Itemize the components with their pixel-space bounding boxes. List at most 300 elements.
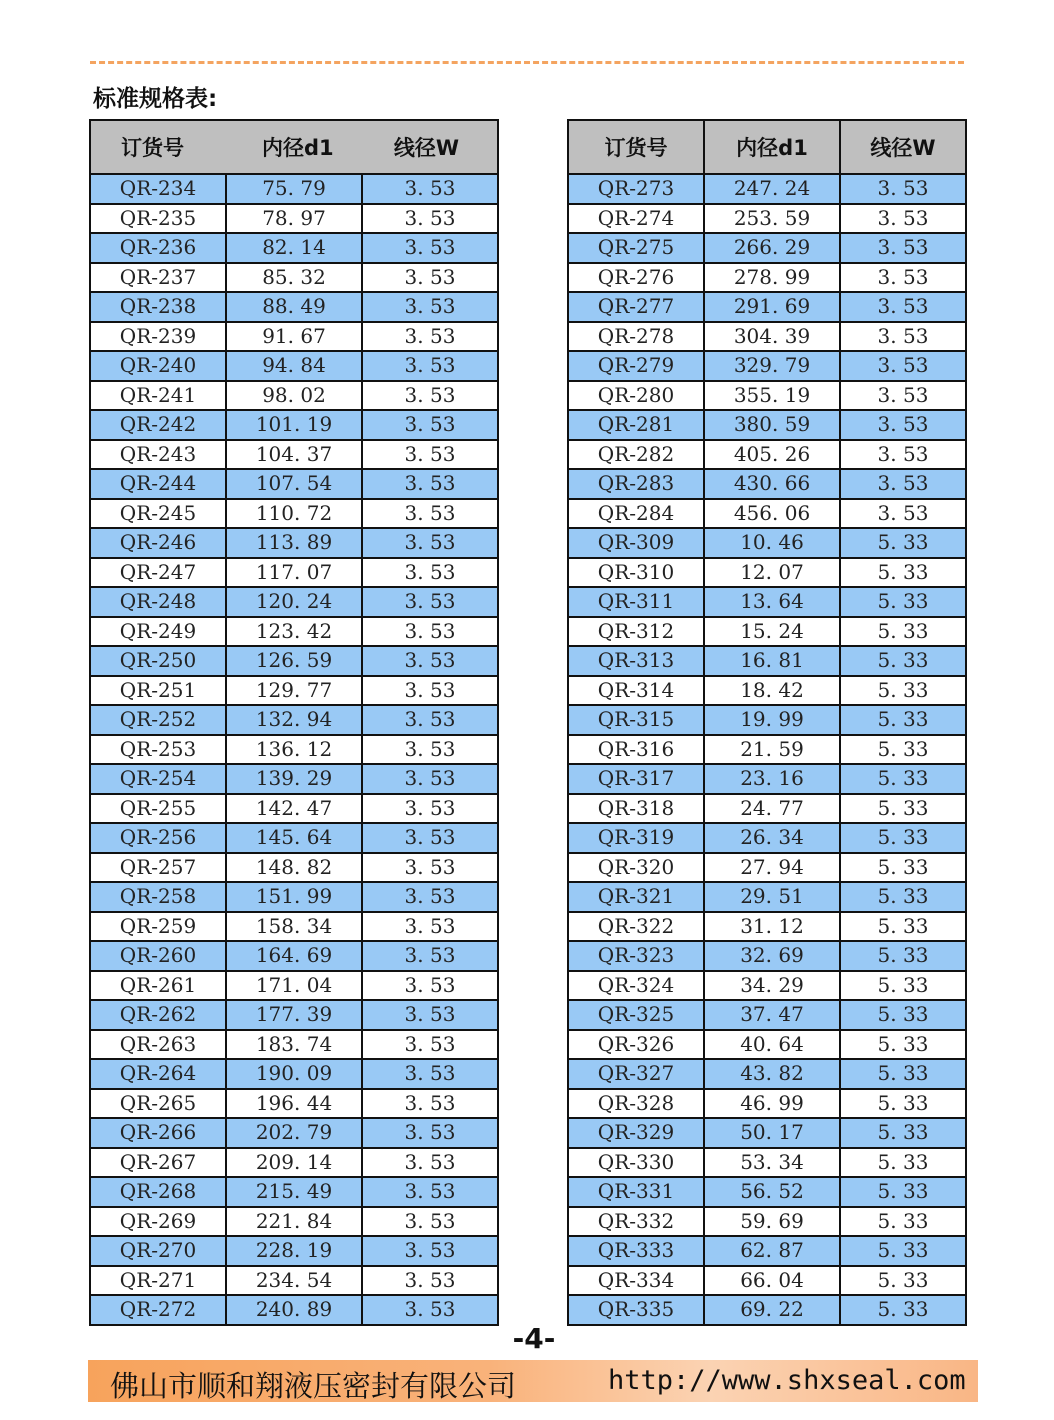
wire-diameter-cell: 3. 53 bbox=[362, 735, 498, 765]
inner-diameter-cell: 113. 89 bbox=[226, 528, 362, 558]
table-row bbox=[568, 322, 966, 352]
wire-diameter-cell: 5. 33 bbox=[840, 794, 966, 824]
wire-diameter-cell: 3. 53 bbox=[362, 558, 498, 588]
order-no-cell: QR-268 bbox=[90, 1177, 226, 1207]
inner-diameter-cell: 291. 69 bbox=[704, 292, 840, 322]
table-row bbox=[90, 558, 498, 588]
order-no-cell: QR-274 bbox=[568, 204, 704, 234]
wire-diameter-cell: 5. 33 bbox=[840, 735, 966, 765]
wire-diameter-cell: 3. 53 bbox=[362, 469, 498, 499]
table-row bbox=[90, 941, 498, 971]
inner-diameter-cell: 183. 74 bbox=[226, 1030, 362, 1060]
inner-diameter-cell: 139. 29 bbox=[226, 764, 362, 794]
table-row bbox=[90, 381, 498, 411]
top-dashed-divider bbox=[90, 61, 964, 64]
table-row bbox=[90, 440, 498, 470]
table-row bbox=[90, 528, 498, 558]
spec-table-right bbox=[567, 119, 967, 1326]
footer-website-link[interactable]: http://www.shxseal.com bbox=[608, 1365, 966, 1396]
wire-diameter-cell: 3. 53 bbox=[362, 1266, 498, 1296]
wire-diameter-cell: 3. 53 bbox=[362, 1177, 498, 1207]
wire-diameter-cell: 3. 53 bbox=[362, 1207, 498, 1237]
table-row bbox=[568, 1030, 966, 1060]
order-no-cell: QR-272 bbox=[90, 1295, 226, 1325]
inner-diameter-cell: 171. 04 bbox=[226, 971, 362, 1001]
inner-diameter-cell: 158. 34 bbox=[226, 912, 362, 942]
inner-diameter-cell: 59. 69 bbox=[704, 1207, 840, 1237]
inner-diameter-cell: 209. 14 bbox=[226, 1148, 362, 1178]
wire-diameter-cell: 5. 33 bbox=[840, 1118, 966, 1148]
wire-diameter-cell: 3. 53 bbox=[362, 381, 498, 411]
order-no-cell: QR-273 bbox=[568, 174, 704, 204]
table-row bbox=[90, 617, 498, 647]
order-no-cell: QR-256 bbox=[90, 823, 226, 853]
inner-diameter-cell: 120. 24 bbox=[226, 587, 362, 617]
inner-diameter-cell: 266. 29 bbox=[704, 233, 840, 263]
inner-diameter-cell: 13. 64 bbox=[704, 587, 840, 617]
wire-diameter-cell: 3. 53 bbox=[840, 292, 966, 322]
wire-diameter-cell: 3. 53 bbox=[362, 882, 498, 912]
inner-diameter-cell: 98. 02 bbox=[226, 381, 362, 411]
order-no-cell: QR-320 bbox=[568, 853, 704, 883]
wire-diameter-cell: 3. 53 bbox=[840, 174, 966, 204]
wire-diameter-cell: 3. 53 bbox=[840, 381, 966, 411]
table-row bbox=[568, 1295, 966, 1325]
wire-diameter-cell: 5. 33 bbox=[840, 528, 966, 558]
inner-diameter-cell: 29. 51 bbox=[704, 882, 840, 912]
inner-diameter-cell: 69. 22 bbox=[704, 1295, 840, 1325]
order-no-cell: QR-259 bbox=[90, 912, 226, 942]
order-no-cell: QR-242 bbox=[90, 410, 226, 440]
wire-diameter-cell: 5. 33 bbox=[840, 1059, 966, 1089]
order-no-cell: QR-317 bbox=[568, 764, 704, 794]
inner-diameter-cell: 94. 84 bbox=[226, 351, 362, 381]
wire-diameter-cell: 3. 53 bbox=[362, 292, 498, 322]
wire-diameter-cell: 3. 53 bbox=[840, 322, 966, 352]
table-row bbox=[568, 204, 966, 234]
order-no-cell: QR-315 bbox=[568, 705, 704, 735]
order-no-cell: QR-260 bbox=[90, 941, 226, 971]
order-no-cell: QR-261 bbox=[90, 971, 226, 1001]
inner-diameter-cell: 136. 12 bbox=[226, 735, 362, 765]
inner-diameter-cell: 202. 79 bbox=[226, 1118, 362, 1148]
order-no-cell: QR-246 bbox=[90, 528, 226, 558]
wire-diameter-cell: 3. 53 bbox=[840, 440, 966, 470]
inner-diameter-cell: 26. 34 bbox=[704, 823, 840, 853]
table-row bbox=[568, 1000, 966, 1030]
order-no-cell: QR-247 bbox=[90, 558, 226, 588]
inner-diameter-cell: 164. 69 bbox=[226, 941, 362, 971]
table-row bbox=[90, 1089, 498, 1119]
table-row bbox=[568, 1059, 966, 1089]
inner-diameter-cell: 126. 59 bbox=[226, 646, 362, 676]
order-no-cell: QR-262 bbox=[90, 1000, 226, 1030]
order-no-cell: QR-322 bbox=[568, 912, 704, 942]
order-no-cell: QR-321 bbox=[568, 882, 704, 912]
table-row bbox=[568, 351, 966, 381]
wire-diameter-cell: 3. 53 bbox=[362, 705, 498, 735]
wire-diameter-cell: 3. 53 bbox=[362, 1030, 498, 1060]
table-row bbox=[90, 794, 498, 824]
order-no-cell: QR-330 bbox=[568, 1148, 704, 1178]
wire-diameter-cell: 3. 53 bbox=[362, 941, 498, 971]
table-row bbox=[90, 587, 498, 617]
inner-diameter-cell: 56. 52 bbox=[704, 1177, 840, 1207]
wire-diameter-cell: 5. 33 bbox=[840, 1266, 966, 1296]
order-no-cell: QR-275 bbox=[568, 233, 704, 263]
table-row bbox=[90, 764, 498, 794]
table-row bbox=[568, 912, 966, 942]
table-row bbox=[568, 705, 966, 735]
table-row bbox=[90, 351, 498, 381]
wire-diameter-cell: 5. 33 bbox=[840, 1089, 966, 1119]
column-header-order-no: 订货号 bbox=[568, 120, 704, 174]
wire-diameter-cell: 3. 53 bbox=[362, 764, 498, 794]
inner-diameter-cell: 75. 79 bbox=[226, 174, 362, 204]
order-no-cell: QR-324 bbox=[568, 971, 704, 1001]
order-no-cell: QR-265 bbox=[90, 1089, 226, 1119]
table-row bbox=[568, 410, 966, 440]
inner-diameter-cell: 215. 49 bbox=[226, 1177, 362, 1207]
inner-diameter-cell: 132. 94 bbox=[226, 705, 362, 735]
spec-table-left bbox=[89, 119, 499, 1326]
table-row bbox=[90, 263, 498, 293]
wire-diameter-cell: 3. 53 bbox=[362, 1148, 498, 1178]
inner-diameter-cell: 62. 87 bbox=[704, 1236, 840, 1266]
wire-diameter-cell: 3. 53 bbox=[840, 233, 966, 263]
wire-diameter-cell: 3. 53 bbox=[362, 1236, 498, 1266]
wire-diameter-cell: 5. 33 bbox=[840, 882, 966, 912]
wire-diameter-cell: 3. 53 bbox=[362, 528, 498, 558]
table-row bbox=[90, 322, 498, 352]
wire-diameter-cell: 3. 53 bbox=[362, 1089, 498, 1119]
order-no-cell: QR-252 bbox=[90, 705, 226, 735]
inner-diameter-cell: 16. 81 bbox=[704, 646, 840, 676]
table-row bbox=[90, 1059, 498, 1089]
wire-diameter-cell: 3. 53 bbox=[840, 351, 966, 381]
order-no-cell: QR-313 bbox=[568, 646, 704, 676]
inner-diameter-cell: 151. 99 bbox=[226, 882, 362, 912]
wire-diameter-cell: 5. 33 bbox=[840, 1030, 966, 1060]
inner-diameter-cell: 253. 59 bbox=[704, 204, 840, 234]
order-no-cell: QR-316 bbox=[568, 735, 704, 765]
inner-diameter-cell: 430. 66 bbox=[704, 469, 840, 499]
wire-diameter-cell: 5. 33 bbox=[840, 587, 966, 617]
spec-table-left-body bbox=[90, 174, 498, 1325]
order-no-cell: QR-327 bbox=[568, 1059, 704, 1089]
wire-diameter-cell: 5. 33 bbox=[840, 676, 966, 706]
order-no-cell: QR-253 bbox=[90, 735, 226, 765]
table-row bbox=[568, 1266, 966, 1296]
wire-diameter-cell: 3. 53 bbox=[362, 1000, 498, 1030]
table-row bbox=[568, 853, 966, 883]
wire-diameter-cell: 5. 33 bbox=[840, 1207, 966, 1237]
order-no-cell: QR-267 bbox=[90, 1148, 226, 1178]
footer-bar bbox=[88, 1360, 978, 1402]
order-no-cell: QR-283 bbox=[568, 469, 704, 499]
order-no-cell: QR-236 bbox=[90, 233, 226, 263]
order-no-cell: QR-258 bbox=[90, 882, 226, 912]
column-header-wire-diameter: 线径W bbox=[362, 120, 498, 174]
inner-diameter-cell: 329. 79 bbox=[704, 351, 840, 381]
wire-diameter-cell: 3. 53 bbox=[362, 1118, 498, 1148]
inner-diameter-cell: 101. 19 bbox=[226, 410, 362, 440]
inner-diameter-cell: 82. 14 bbox=[226, 233, 362, 263]
inner-diameter-cell: 196. 44 bbox=[226, 1089, 362, 1119]
column-header-inner-diameter: 内径d1 bbox=[704, 120, 840, 174]
table-row bbox=[90, 1000, 498, 1030]
inner-diameter-cell: 34. 29 bbox=[704, 971, 840, 1001]
inner-diameter-cell: 123. 42 bbox=[226, 617, 362, 647]
table-row bbox=[90, 410, 498, 440]
inner-diameter-cell: 91. 67 bbox=[226, 322, 362, 352]
wire-diameter-cell: 5. 33 bbox=[840, 1236, 966, 1266]
order-no-cell: QR-279 bbox=[568, 351, 704, 381]
inner-diameter-cell: 50. 17 bbox=[704, 1118, 840, 1148]
table-row bbox=[568, 646, 966, 676]
inner-diameter-cell: 31. 12 bbox=[704, 912, 840, 942]
inner-diameter-cell: 19. 99 bbox=[704, 705, 840, 735]
table-row bbox=[568, 1118, 966, 1148]
table-row bbox=[90, 469, 498, 499]
table-row bbox=[568, 233, 966, 263]
table-header-row bbox=[568, 120, 966, 174]
table-row bbox=[90, 971, 498, 1001]
table-row bbox=[90, 1148, 498, 1178]
table-row bbox=[568, 263, 966, 293]
wire-diameter-cell: 3. 53 bbox=[362, 233, 498, 263]
inner-diameter-cell: 23. 16 bbox=[704, 764, 840, 794]
wire-diameter-cell: 3. 53 bbox=[362, 794, 498, 824]
inner-diameter-cell: 15. 24 bbox=[704, 617, 840, 647]
order-no-cell: QR-318 bbox=[568, 794, 704, 824]
table-row bbox=[90, 292, 498, 322]
inner-diameter-cell: 104. 37 bbox=[226, 440, 362, 470]
spec-table-right-body bbox=[568, 174, 966, 1325]
order-no-cell: QR-331 bbox=[568, 1177, 704, 1207]
order-no-cell: QR-251 bbox=[90, 676, 226, 706]
order-no-cell: QR-333 bbox=[568, 1236, 704, 1266]
wire-diameter-cell: 3. 53 bbox=[362, 204, 498, 234]
table-row bbox=[568, 1236, 966, 1266]
order-no-cell: QR-312 bbox=[568, 617, 704, 647]
inner-diameter-cell: 456. 06 bbox=[704, 499, 840, 529]
table-row bbox=[90, 646, 498, 676]
inner-diameter-cell: 142. 47 bbox=[226, 794, 362, 824]
inner-diameter-cell: 110. 72 bbox=[226, 499, 362, 529]
order-no-cell: QR-237 bbox=[90, 263, 226, 293]
wire-diameter-cell: 5. 33 bbox=[840, 1295, 966, 1325]
order-no-cell: QR-270 bbox=[90, 1236, 226, 1266]
table-row bbox=[90, 1118, 498, 1148]
order-no-cell: QR-243 bbox=[90, 440, 226, 470]
table-row bbox=[90, 1030, 498, 1060]
table-row bbox=[568, 469, 966, 499]
table-row bbox=[568, 528, 966, 558]
wire-diameter-cell: 5. 33 bbox=[840, 705, 966, 735]
inner-diameter-cell: 145. 64 bbox=[226, 823, 362, 853]
inner-diameter-cell: 43. 82 bbox=[704, 1059, 840, 1089]
table-row bbox=[90, 676, 498, 706]
order-no-cell: QR-249 bbox=[90, 617, 226, 647]
wire-diameter-cell: 3. 53 bbox=[362, 853, 498, 883]
wire-diameter-cell: 3. 53 bbox=[362, 587, 498, 617]
inner-diameter-cell: 10. 46 bbox=[704, 528, 840, 558]
table-row bbox=[90, 853, 498, 883]
wire-diameter-cell: 3. 53 bbox=[362, 1059, 498, 1089]
order-no-cell: QR-310 bbox=[568, 558, 704, 588]
wire-diameter-cell: 5. 33 bbox=[840, 558, 966, 588]
wire-diameter-cell: 3. 53 bbox=[362, 174, 498, 204]
footer-company-name: 佛山市顺和翔液压密封有限公司 bbox=[110, 1369, 517, 1403]
order-no-cell: QR-250 bbox=[90, 646, 226, 676]
wire-diameter-cell: 5. 33 bbox=[840, 617, 966, 647]
order-no-cell: QR-255 bbox=[90, 794, 226, 824]
table-row bbox=[568, 882, 966, 912]
wire-diameter-cell: 3. 53 bbox=[840, 263, 966, 293]
table-row bbox=[568, 1148, 966, 1178]
inner-diameter-cell: 247. 24 bbox=[704, 174, 840, 204]
table-row bbox=[90, 1295, 498, 1325]
column-header-inner-diameter: 内径d1 bbox=[226, 120, 362, 174]
order-no-cell: QR-329 bbox=[568, 1118, 704, 1148]
wire-diameter-cell: 3. 53 bbox=[840, 469, 966, 499]
order-no-cell: QR-269 bbox=[90, 1207, 226, 1237]
inner-diameter-cell: 46. 99 bbox=[704, 1089, 840, 1119]
table-row bbox=[568, 499, 966, 529]
order-no-cell: QR-311 bbox=[568, 587, 704, 617]
order-no-cell: QR-238 bbox=[90, 292, 226, 322]
wire-diameter-cell: 3. 53 bbox=[362, 823, 498, 853]
inner-diameter-cell: 37. 47 bbox=[704, 1000, 840, 1030]
order-no-cell: QR-281 bbox=[568, 410, 704, 440]
wire-diameter-cell: 3. 53 bbox=[840, 410, 966, 440]
wire-diameter-cell: 5. 33 bbox=[840, 1148, 966, 1178]
table-row bbox=[90, 1236, 498, 1266]
table-row bbox=[568, 587, 966, 617]
wire-diameter-cell: 3. 53 bbox=[362, 971, 498, 1001]
table-row bbox=[568, 794, 966, 824]
wire-diameter-cell: 3. 53 bbox=[362, 646, 498, 676]
table-row bbox=[90, 705, 498, 735]
table-row bbox=[90, 735, 498, 765]
order-no-cell: QR-239 bbox=[90, 322, 226, 352]
inner-diameter-cell: 380. 59 bbox=[704, 410, 840, 440]
table-row bbox=[90, 823, 498, 853]
table-row bbox=[568, 174, 966, 204]
table-row bbox=[568, 676, 966, 706]
table-row bbox=[568, 941, 966, 971]
wire-diameter-cell: 3. 53 bbox=[362, 617, 498, 647]
table-row bbox=[568, 1177, 966, 1207]
order-no-cell: QR-334 bbox=[568, 1266, 704, 1296]
wire-diameter-cell: 5. 33 bbox=[840, 853, 966, 883]
order-no-cell: QR-332 bbox=[568, 1207, 704, 1237]
wire-diameter-cell: 3. 53 bbox=[362, 351, 498, 381]
table-row bbox=[90, 233, 498, 263]
inner-diameter-cell: 85. 32 bbox=[226, 263, 362, 293]
inner-diameter-cell: 405. 26 bbox=[704, 440, 840, 470]
table-row bbox=[90, 1177, 498, 1207]
order-no-cell: QR-314 bbox=[568, 676, 704, 706]
table-row bbox=[568, 764, 966, 794]
order-no-cell: QR-277 bbox=[568, 292, 704, 322]
order-no-cell: QR-241 bbox=[90, 381, 226, 411]
table-row bbox=[568, 735, 966, 765]
wire-diameter-cell: 3. 53 bbox=[362, 499, 498, 529]
table-row bbox=[568, 440, 966, 470]
wire-diameter-cell: 3. 53 bbox=[362, 263, 498, 293]
table-row bbox=[568, 381, 966, 411]
order-no-cell: QR-240 bbox=[90, 351, 226, 381]
wire-diameter-cell: 5. 33 bbox=[840, 823, 966, 853]
order-no-cell: QR-280 bbox=[568, 381, 704, 411]
inner-diameter-cell: 240. 89 bbox=[226, 1295, 362, 1325]
wire-diameter-cell: 3. 53 bbox=[362, 410, 498, 440]
order-no-cell: QR-254 bbox=[90, 764, 226, 794]
wire-diameter-cell: 3. 53 bbox=[840, 204, 966, 234]
order-no-cell: QR-335 bbox=[568, 1295, 704, 1325]
wire-diameter-cell: 3. 53 bbox=[362, 912, 498, 942]
table-row bbox=[90, 174, 498, 204]
order-no-cell: QR-266 bbox=[90, 1118, 226, 1148]
section-title: 标准规格表: bbox=[93, 86, 218, 112]
order-no-cell: QR-263 bbox=[90, 1030, 226, 1060]
inner-diameter-cell: 221. 84 bbox=[226, 1207, 362, 1237]
inner-diameter-cell: 24. 77 bbox=[704, 794, 840, 824]
inner-diameter-cell: 177. 39 bbox=[226, 1000, 362, 1030]
order-no-cell: QR-244 bbox=[90, 469, 226, 499]
inner-diameter-cell: 117. 07 bbox=[226, 558, 362, 588]
order-no-cell: QR-278 bbox=[568, 322, 704, 352]
table-row bbox=[90, 1266, 498, 1296]
order-no-cell: QR-309 bbox=[568, 528, 704, 558]
table-row bbox=[90, 1207, 498, 1237]
inner-diameter-cell: 53. 34 bbox=[704, 1148, 840, 1178]
wire-diameter-cell: 3. 53 bbox=[362, 322, 498, 352]
inner-diameter-cell: 32. 69 bbox=[704, 941, 840, 971]
inner-diameter-cell: 21. 59 bbox=[704, 735, 840, 765]
wire-diameter-cell: 3. 53 bbox=[362, 1295, 498, 1325]
column-header-order-no: 订货号 bbox=[90, 120, 226, 174]
inner-diameter-cell: 66. 04 bbox=[704, 1266, 840, 1296]
column-header-wire-diameter: 线径W bbox=[840, 120, 966, 174]
order-no-cell: QR-284 bbox=[568, 499, 704, 529]
wire-diameter-cell: 5. 33 bbox=[840, 941, 966, 971]
inner-diameter-cell: 304. 39 bbox=[704, 322, 840, 352]
order-no-cell: QR-276 bbox=[568, 263, 704, 293]
table-row bbox=[90, 882, 498, 912]
order-no-cell: QR-264 bbox=[90, 1059, 226, 1089]
order-no-cell: QR-271 bbox=[90, 1266, 226, 1296]
order-no-cell: QR-248 bbox=[90, 587, 226, 617]
wire-diameter-cell: 5. 33 bbox=[840, 1000, 966, 1030]
wire-diameter-cell: 5. 33 bbox=[840, 764, 966, 794]
inner-diameter-cell: 27. 94 bbox=[704, 853, 840, 883]
page-number: -4- bbox=[512, 1322, 556, 1355]
table-row bbox=[90, 499, 498, 529]
order-no-cell: QR-319 bbox=[568, 823, 704, 853]
wire-diameter-cell: 3. 53 bbox=[840, 499, 966, 529]
table-row bbox=[568, 1207, 966, 1237]
table-row bbox=[568, 558, 966, 588]
inner-diameter-cell: 88. 49 bbox=[226, 292, 362, 322]
table-row bbox=[568, 292, 966, 322]
table-row bbox=[568, 617, 966, 647]
table-header-row bbox=[90, 120, 498, 174]
inner-diameter-cell: 129. 77 bbox=[226, 676, 362, 706]
table-row bbox=[90, 912, 498, 942]
